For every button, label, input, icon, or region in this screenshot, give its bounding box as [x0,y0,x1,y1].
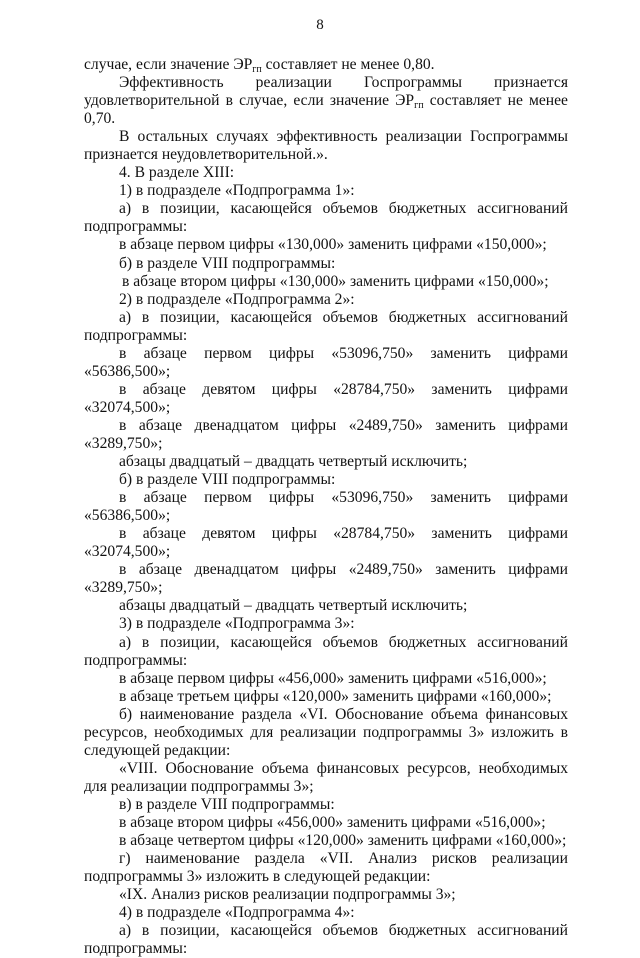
paragraph-amendment: в абзаце девятом цифры «28784,750» заменить цифрами «32074,500»; [84,380,568,416]
page-number: 8 [316,17,324,33]
paragraph-new-title: «IX. Анализ рисков реализации подпрограммы 3»; [119,886,456,904]
paragraph-efficiency-high: случае, если значение $ЭР_{гп}$ составляет не менее 0,80. [84,56,435,75]
paragraph-exclusion: абзацы двадцатый – двадцать четвертый исключить; [119,453,468,471]
paragraph-subprogram-1: 1) в подразделе «Подпрограмма 1»: [119,182,355,200]
paragraph-exclusion: абзацы двадцатый – двадцать четвертый исключить; [119,597,468,615]
paragraph-budget-allocations: а) в позиции, касающейся объемов бюджетных ассигнований подпрограммы: [84,308,568,344]
paragraph-subprogram-2: 2) в подразделе «Подпрограмма 2»: [119,290,355,308]
paragraph-section-viii: б) в разделе VIII подпрограммы: [119,254,336,272]
document-body [84,56,568,958]
paragraph-efficiency-satisfactory: Эффективность реализации Госпрограммы признается удовлетворительной в случае, если значение $ЭР_{гп}$ составляет не менее 0,70. [84,74,568,128]
paragraph-section-viii: б) в разделе VIII подпрограммы: [119,471,336,489]
paragraph-budget-allocations: а) в позиции, касающейся объемов бюджетных ассигнований подпрограммы: [84,200,568,236]
paragraph-amendment: в абзаце первом цифры «456,000» заменить цифрами «516,000»; [119,669,547,687]
paragraph-budget-allocations: а) в позиции, касающейся объемов бюджетных ассигнований подпрограммы: [84,922,568,958]
paragraph-section-viii: в) в разделе VIII подпрограммы: [119,795,335,813]
paragraph-amendment: в абзаце двенадцатом цифры «2489,750» заменить цифрами «3289,750»; [84,561,568,597]
paragraph-new-title: «VIII. Обоснование объема финансовых ресурсов, необходимых для реализации подпрограммы 3»; [84,759,568,795]
paragraph-amendment: в абзаце первом цифры «53096,750» заменить цифрами «56386,500»; [84,489,568,525]
paragraph-subprogram-4: 4) в подразделе «Подпрограмма 4»: [119,904,355,922]
paragraph-amendment: в абзаце девятом цифры «28784,750» заменить цифрами «32074,500»; [84,525,568,561]
paragraph-efficiency-unsatisfactory: В остальных случаях эффективность реализации Госпрограммы признается неудовлетворительной.». [84,128,568,164]
paragraph-budget-allocations: а) в позиции, касающейся объемов бюджетных ассигнований подпрограммы: [84,633,568,669]
paragraph-amendment: в абзаце двенадцатом цифры «2489,750» заменить цифрами «3289,750»; [84,416,568,452]
paragraph-amendment: в абзаце первом цифры «53096,750» заменить цифрами «56386,500»; [84,344,568,380]
paragraph-amendment: в абзаце четвертом цифры «120,000» заменить цифрами «160,000»; [119,832,567,850]
paragraph-section-rename: б) наименование раздела «VI. Обоснование объема финансовых ресурсов, необходимых для реализации подпрограммы 3» изложить в следующей редакции: [84,705,568,759]
paragraph-amendment: в абзаце третьем цифры «120,000» заменить цифрами «160,000»; [119,687,552,705]
paragraph-section-rename: г) наименование раздела «VII. Анализ рисков реализации подпрограммы 3» изложить в следующей редакции: [84,850,568,886]
paragraph-amendment: в абзаце первом цифры «130,000» заменить цифрами «150,000»; [119,236,547,254]
paragraph-amendment: в абзаце втором цифры «130,000» заменить цифрами «150,000»; [122,272,549,290]
paragraph-amendment: в абзаце втором цифры «456,000» заменить цифрами «516,000»; [119,813,546,831]
paragraph-section-xiii: 4. В разделе XIII: [119,164,235,182]
paragraph-subprogram-3: 3) в подразделе «Подпрограмма 3»: [119,615,355,633]
